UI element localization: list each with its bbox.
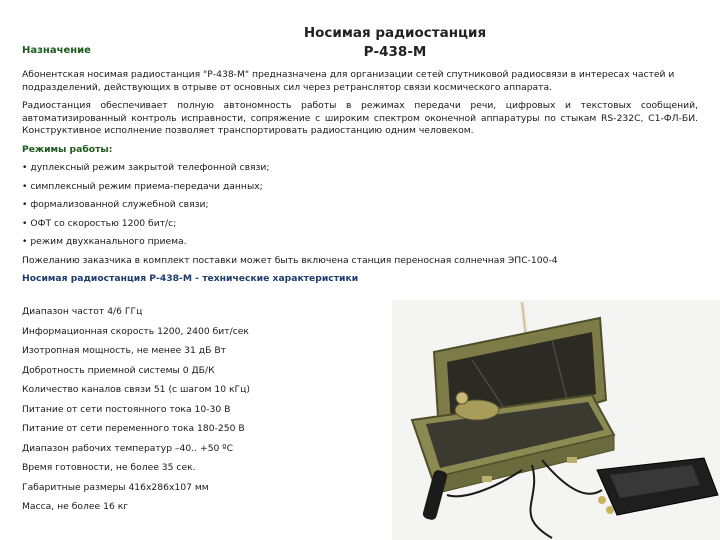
radio-station-photo bbox=[392, 300, 720, 540]
mode-item-2: • симплексный режим приема-передачи данных; bbox=[22, 180, 263, 192]
spec-item-10: Габаритные размеры 416х286х107 мм bbox=[22, 481, 209, 493]
spec-item-5: Количество каналов связи 51 (с шагом 10 кГц) bbox=[22, 384, 250, 395]
specs-list bbox=[22, 306, 382, 521]
description-block bbox=[22, 69, 698, 292]
mode-item-1: • дуплексный режим закрытой телефонной связи; bbox=[22, 162, 270, 173]
spec-item-3: Изотропная мощность, не менее 31 дБ Вт bbox=[22, 345, 227, 356]
mode-item-5: • режим двухканального приема. bbox=[22, 236, 187, 247]
spec-item-6: Питание от сети постоянного тока 10-30 В bbox=[22, 403, 231, 415]
title-line-2: Р-438-М bbox=[363, 44, 427, 60]
spec-item-8: Диапазон рабочих температур –40.. +50 ºС bbox=[22, 442, 234, 454]
purpose-heading: Назначение bbox=[22, 45, 91, 56]
spec-item-2: Информационная скорость 1200, 2400 бит/сек bbox=[22, 325, 249, 337]
spec-item-9: Время готовности, не более 35 сек. bbox=[22, 462, 196, 473]
antenna-knob bbox=[456, 392, 468, 404]
mode-item-3: • формализованной служебной связи; bbox=[22, 199, 209, 210]
spec-item-11: Масса, не более 16 кг bbox=[22, 501, 129, 512]
page-title bbox=[290, 24, 500, 62]
terminal-connector-1 bbox=[598, 496, 606, 504]
terminal-connector-2 bbox=[606, 506, 614, 514]
specs-heading: Носимая радиостанция Р-438-М - технические характеристики bbox=[22, 273, 359, 284]
case-latch-left bbox=[482, 476, 492, 482]
title-line-1: Носимая радиостанция bbox=[303, 25, 487, 41]
modes-heading: Режимы работы: bbox=[22, 143, 113, 155]
spec-item-4: Добротность приемной системы 0 ДБ/К bbox=[22, 364, 215, 376]
delivery-note: Пожеланию заказчика в комплект поставки может быть включена станция переносная солнечная ЭПС-100-4 bbox=[22, 254, 558, 266]
case-latch-right bbox=[567, 457, 577, 463]
paragraph-2: Радиостанция обеспечивает полную автономность работы в режимах передачи речи, цифровых и текстовых сообщений, автоматизированный контроль исправности, сопряжение с широким спектром оконечной аппаратуры по стыкам RS-232C, С1-ФЛ-БИ. Конструктивное исполнение позволяет транспортировать радиостанцию одним человеком. bbox=[22, 100, 698, 136]
mode-item-4: • ОФТ со скоростью 1200 бит/с; bbox=[22, 217, 177, 229]
paragraph-1: Абонентская носимая радиостанция "Р-438-М" предназначена для организации сетей спутниковой радиосвязи в интересах частей и подразделений, действующих в отрыве от основных сил через ретранслятор связи космического аппарата. bbox=[22, 69, 675, 93]
spec-item-7: Питание от сети переменного тока 180-250 В bbox=[22, 423, 245, 434]
spec-item-1: Диапазон частот 4/6 ГГц bbox=[22, 306, 143, 317]
